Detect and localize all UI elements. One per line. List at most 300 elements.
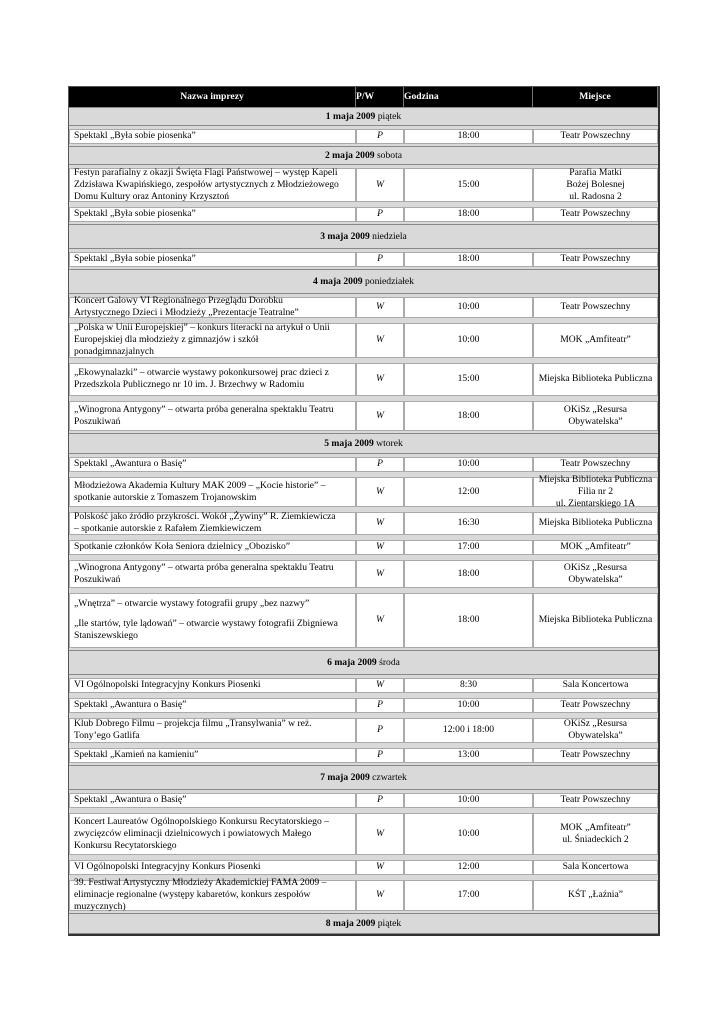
event-name [69, 129, 356, 144]
event-time-cell [404, 126, 533, 146]
event-name [69, 593, 356, 648]
event-place-line: OKiSz „Resursa Obywatelska” [563, 718, 628, 741]
event-name [69, 748, 356, 763]
day-weekday: poniedziałek [364, 275, 414, 287]
day-row [69, 650, 658, 675]
event-place-line: OKiSz „Resursa Obywatelska” [563, 561, 628, 585]
day-date: 6 maja 2009 [327, 656, 377, 668]
event-place-cell [533, 715, 658, 745]
event-place-line: Miejska Biblioteka Publiczna [538, 614, 653, 625]
event-row [69, 790, 658, 810]
event-name-cell [69, 320, 356, 360]
event-pw: P [356, 252, 404, 267]
event-row [69, 715, 658, 745]
event-pw: W [356, 560, 404, 588]
event-pw: W [356, 813, 404, 855]
event-name-line: Młodzieżowa Akademia Kultury MAK 2009 – „Kocie historie” – [74, 479, 326, 491]
event-pw: W [356, 540, 404, 555]
event-place-line: Bożej Bolesnej [566, 178, 625, 190]
event-place-line: KŚT „Łaźnia” [568, 889, 623, 900]
event-place [533, 207, 658, 222]
event-row [69, 557, 658, 590]
header-place: Miejsce [533, 87, 658, 107]
event-name-line: Spektakl „Była sobie piosenka” [74, 208, 196, 219]
event-place-cell [533, 509, 658, 537]
event-time-cell [404, 790, 533, 810]
event-name-line: Zdzisława Kwapińskiego, zespołów artystycznych z Młodzieżowego [74, 178, 339, 190]
event-name-line: Polskość jako źródło przykrości. Wokół „Żywiny” R. Ziemkiewicza [74, 511, 336, 522]
event-pw-cell [356, 320, 404, 360]
event-name-cell [69, 398, 356, 433]
event-name-cell [69, 454, 356, 474]
event-row [69, 857, 658, 877]
event-place-cell [533, 745, 658, 765]
event-row [69, 537, 658, 557]
event-row [69, 126, 658, 146]
event-name-line: „Polska w Unii Europejskiej” – konkurs literacki na artykuł o Unii [74, 322, 330, 333]
event-pw-cell [356, 715, 404, 745]
day-cell [69, 107, 658, 126]
event-pw-cell [356, 790, 404, 810]
event-row [69, 398, 658, 433]
event-name [69, 207, 356, 222]
header-event-name: Nazwa imprezy [69, 87, 356, 107]
event-pw: W [356, 168, 404, 202]
event-name-line: Staniszewskiego [74, 630, 138, 641]
event-name-cell [69, 474, 356, 509]
day-cell [69, 224, 658, 249]
event-name-line: 39. Festiwal Artystyczny Młodzieży Akademickiej FAMA 2009 – [74, 877, 327, 888]
event-place-cell [533, 695, 658, 715]
event-time-cell [404, 474, 533, 509]
event-place-line: Miejska Biblioteka Publiczna [538, 473, 653, 485]
event-name-line: spotkanie autorskie z Tomaszem Trojanowskim [74, 491, 257, 503]
event-pw: W [356, 512, 404, 535]
event-place [533, 363, 658, 396]
event-row [69, 249, 658, 269]
event-name-line: Domu Kultury oraz Antoniny Krzysztoń [74, 190, 230, 202]
event-place-cell [533, 398, 658, 433]
event-place [533, 698, 658, 713]
event-pw: W [356, 297, 404, 318]
event-time-cell [404, 675, 533, 695]
event-time-cell [404, 165, 533, 204]
day-date: 8 maja 2009 [325, 917, 376, 929]
event-name-line: Spektakl „Awantura o Basię” [74, 794, 187, 805]
event-name-line: ponadgimnazjalnych [74, 346, 154, 357]
event-time: 18:00 [404, 129, 533, 144]
event-time-cell [404, 360, 533, 398]
event-place [533, 297, 658, 318]
event-time: 12:00 i 18:00 [404, 718, 533, 743]
event-name-cell [69, 557, 356, 590]
event-pw-cell [356, 360, 404, 398]
event-pw-cell [356, 557, 404, 590]
event-time-cell [404, 590, 533, 650]
event-name [69, 698, 356, 713]
event-place [533, 560, 658, 588]
event-place-line: Teatr Powszechny [560, 253, 631, 264]
event-place [533, 252, 658, 267]
event-time-cell [404, 810, 533, 857]
event-row [69, 454, 658, 474]
event-name [69, 297, 356, 318]
event-pw: W [356, 363, 404, 396]
event-pw: W [356, 678, 404, 693]
event-name [69, 401, 356, 431]
event-time: 18:00 [404, 593, 533, 648]
event-time-cell [404, 537, 533, 557]
event-row [69, 474, 658, 509]
event-row [69, 165, 658, 204]
event-time-cell [404, 509, 533, 537]
event-place-line: Filia nr 2 [577, 485, 614, 497]
day-row [69, 269, 658, 294]
event-name-cell [69, 360, 356, 398]
event-place-line: Miejska Biblioteka Publiczna [538, 517, 653, 528]
event-name-cell [69, 537, 356, 557]
event-place-cell [533, 320, 658, 360]
header-pw: P/W [356, 87, 404, 107]
event-place [533, 718, 658, 743]
event-name [69, 323, 356, 358]
day-row [69, 913, 658, 934]
event-pw-cell [356, 126, 404, 146]
event-pw: P [356, 748, 404, 763]
event-time: 16:30 [404, 512, 533, 535]
event-time: 12:00 [404, 860, 533, 875]
day-cell [69, 913, 658, 934]
event-place-line: Teatr Powszechny [560, 749, 631, 760]
event-name [69, 718, 356, 743]
day-cell [69, 433, 658, 454]
event-place-line: MOK „Amfiteatr” [560, 541, 631, 552]
day-date: 5 maja 2009 [324, 437, 374, 449]
event-place [533, 813, 658, 855]
event-name-line: Spektakl „Awantura o Basię” [74, 458, 187, 469]
event-name-line: VI Ogólnopolski Integracyjny Konkurs Piosenki [74, 861, 261, 872]
event-name-cell [69, 810, 356, 857]
event-pw-cell [356, 454, 404, 474]
day-weekday: piątek [377, 110, 402, 122]
event-name-line: Poszukiwań [74, 415, 121, 427]
event-name-line: VI Ogólnopolski Integracyjny Konkurs Piosenki [74, 679, 261, 690]
event-time: 10:00 [404, 457, 533, 472]
event-name-line: Spektakl „Była sobie piosenka” [74, 130, 196, 141]
event-time-cell [404, 320, 533, 360]
event-time-cell [404, 249, 533, 269]
event-time: 15:00 [404, 363, 533, 396]
event-place-cell [533, 675, 658, 695]
event-time-cell [404, 877, 533, 913]
event-place-line: ul. Śniadeckich 2 [562, 833, 629, 845]
event-place-cell [533, 165, 658, 204]
event-row [69, 360, 658, 398]
event-pw-cell [356, 509, 404, 537]
event-place [533, 323, 658, 358]
event-pw-cell [356, 398, 404, 433]
event-time: 10:00 [404, 793, 533, 808]
event-pw-cell [356, 675, 404, 695]
day-cell [69, 650, 658, 675]
event-name-line: Spektakl „Była sobie piosenka” [74, 253, 196, 264]
schedule-table [68, 86, 660, 936]
event-name-line: „Winogrona Antygony” – otwarta próba generalna spektaklu Teatru [74, 403, 334, 415]
day-cell [69, 146, 658, 165]
event-pw-cell [356, 590, 404, 650]
event-pw: P [356, 457, 404, 472]
event-place-cell [533, 360, 658, 398]
event-place-line: Teatr Powszechny [560, 301, 631, 312]
event-name-line: Klub Dobrego Filmu – projekcja filmu „Transylwania” w reż. [74, 718, 312, 729]
event-time: 18:00 [404, 560, 533, 588]
event-place [533, 860, 658, 875]
event-name-line: Artystycznego Dzieci i Młodzieży „Prezentacje Teatralne” [74, 307, 299, 318]
event-name-cell [69, 857, 356, 877]
event-place-cell [533, 126, 658, 146]
event-place-line: Sala Koncertowa [562, 679, 629, 690]
event-name-line: Przedszkola Publicznego nr 10 im. J. Brzechwy w Radomiu [74, 379, 305, 390]
event-row [69, 509, 658, 537]
event-time: 10:00 [404, 698, 533, 713]
event-time: 15:00 [404, 168, 533, 202]
event-place-line: Teatr Powszechny [560, 208, 631, 219]
day-row [69, 433, 658, 454]
event-name [69, 813, 356, 855]
event-time-cell [404, 745, 533, 765]
event-time-cell [404, 715, 533, 745]
event-place [533, 129, 658, 144]
event-place-line: Parafia Matki [569, 166, 622, 178]
event-pw-cell [356, 857, 404, 877]
event-pw-cell [356, 810, 404, 857]
event-place [533, 880, 658, 911]
day-weekday: środa [379, 656, 400, 668]
event-name-line: eliminacje regionalne (występy kabaretów, konkurs zespołów [74, 889, 311, 900]
day-weekday: czwartek [372, 771, 407, 783]
event-time: 18:00 [404, 401, 533, 431]
event-time-cell [404, 204, 533, 224]
event-pw: W [356, 401, 404, 431]
event-place-line: MOK „Amfiteatr” [560, 821, 631, 833]
event-place-line: Teatr Powszechny [560, 130, 631, 141]
event-place-line: MOK „Amfiteatr” [560, 334, 631, 345]
event-name [69, 168, 356, 202]
day-cell [69, 765, 658, 790]
event-time-cell [404, 398, 533, 433]
event-time: 18:00 [404, 207, 533, 222]
event-pw: P [356, 793, 404, 808]
event-place-cell [533, 877, 658, 913]
event-place [533, 748, 658, 763]
event-place-line: Teatr Powszechny [560, 794, 631, 805]
event-time-cell [404, 695, 533, 715]
event-name [69, 860, 356, 875]
event-name-cell [69, 745, 356, 765]
event-pw: P [356, 129, 404, 144]
event-row [69, 810, 658, 857]
event-place-cell [533, 474, 658, 509]
event-place [533, 457, 658, 472]
event-time: 10:00 [404, 813, 533, 855]
event-name-cell [69, 695, 356, 715]
event-pw: W [356, 477, 404, 507]
event-pw-cell [356, 537, 404, 557]
day-weekday: niedziela [372, 230, 407, 242]
day-row [69, 765, 658, 790]
event-name-cell [69, 294, 356, 320]
event-time: 13:00 [404, 748, 533, 763]
event-name [69, 540, 356, 555]
event-time-cell [404, 454, 533, 474]
event-name-cell [69, 715, 356, 745]
event-name-cell [69, 249, 356, 269]
event-place-cell [533, 810, 658, 857]
event-row [69, 320, 658, 360]
event-place-line: Sala Koncertowa [562, 861, 629, 872]
event-name [69, 363, 356, 396]
event-name-cell [69, 204, 356, 224]
event-row [69, 204, 658, 224]
event-name-line: – spotkanie autorskie z Rafałem Ziemkiewiczem [74, 523, 262, 534]
event-place [533, 473, 658, 509]
event-place-line: Teatr Powszechny [560, 699, 631, 710]
event-pw: W [356, 860, 404, 875]
event-pw-cell [356, 294, 404, 320]
event-name-line: „Wnętrza” – otwarcie wystawy fotografii grupy „bez nazwy” [74, 598, 310, 609]
event-pw-cell [356, 474, 404, 509]
event-place [533, 540, 658, 555]
day-date: 4 maja 2009 [313, 275, 363, 287]
event-pw: P [356, 718, 404, 743]
event-place [533, 678, 658, 693]
event-name-line: Koncert Galowy VI Regionalnego Przeglądu Dorobku [74, 295, 283, 306]
day-weekday: sobota [376, 149, 403, 161]
event-row [69, 294, 658, 320]
event-name-line: „Ile startów, tyle lądowań” – otwarcie wystawy fotografii Zbigniewa [74, 618, 338, 629]
event-name-line: Festyn parafialny z okazji Święta Flagi Państwowej – występ Kapeli [74, 166, 338, 178]
event-place-line: OKiSz „Resursa Obywatelska” [563, 403, 628, 427]
event-name [69, 477, 356, 507]
event-name [69, 793, 356, 808]
day-cell [69, 269, 658, 294]
event-place-line: Miejska Biblioteka Publiczna [538, 373, 653, 384]
event-pw-cell [356, 204, 404, 224]
event-name-line: „Ekowynalazki” – otwarcie wystawy pokonkursowej prac dzieci z [74, 367, 329, 378]
event-pw: P [356, 207, 404, 222]
event-place-cell [533, 857, 658, 877]
event-pw: P [356, 698, 404, 713]
event-place [533, 593, 658, 648]
event-pw: W [356, 323, 404, 358]
event-name [69, 560, 356, 588]
event-place-cell [533, 454, 658, 474]
event-name-cell [69, 675, 356, 695]
event-pw-cell [356, 745, 404, 765]
day-date: 1 maja 2009 [325, 110, 376, 122]
event-pw-cell [356, 165, 404, 204]
event-row [69, 695, 658, 715]
event-place-cell [533, 537, 658, 557]
table-body [69, 107, 658, 934]
event-name-line: Spektakl „Awantura o Basię” [74, 699, 187, 710]
event-name-line: Poszukiwań [74, 573, 121, 585]
event-row [69, 675, 658, 695]
event-time: 10:00 [404, 297, 533, 318]
event-name-cell [69, 509, 356, 537]
day-date: 7 maja 2009 [320, 771, 370, 783]
event-time-cell [404, 294, 533, 320]
event-place-line: Teatr Powszechny [560, 458, 631, 469]
event-name-line: Europejskiej dla młodzieży z gimnazjów i szkół [74, 334, 259, 345]
event-place [533, 168, 658, 202]
event-name-cell [69, 877, 356, 913]
header-time: Godzina [404, 87, 533, 107]
event-place-cell [533, 590, 658, 650]
event-pw-cell [356, 249, 404, 269]
event-row [69, 590, 658, 650]
event-place-cell [533, 557, 658, 590]
event-place-cell [533, 294, 658, 320]
event-name-line: Koncert Laureatów Ogólnopolskiego Konkursu Recytatorskiego – [74, 815, 329, 827]
event-name-line: „Winogrona Antygony” – otwarta próba generalna spektaklu Teatru [74, 561, 334, 573]
event-name [69, 877, 356, 912]
event-time: 10:00 [404, 323, 533, 358]
event-place [533, 512, 658, 535]
day-row [69, 146, 658, 165]
event-place-cell [533, 249, 658, 269]
event-place-line: ul. Zientarskiego 1A [555, 497, 636, 509]
event-place-cell [533, 204, 658, 224]
event-time: 17:00 [404, 540, 533, 555]
event-name-line: Spektakl „Kamień na kamieniu” [74, 749, 199, 760]
event-pw: W [356, 593, 404, 648]
event-name-cell [69, 790, 356, 810]
event-time: 17:00 [404, 880, 533, 911]
day-weekday: wtorek [376, 437, 403, 449]
event-place [533, 401, 658, 431]
event-name-line: Konkursu Recytatorskiego [74, 839, 177, 851]
event-row [69, 745, 658, 765]
event-time-cell [404, 857, 533, 877]
event-name-cell [69, 590, 356, 650]
event-name-line: Spotkanie członków Koła Seniora dzielnicy „Obozisko” [74, 541, 291, 552]
day-row [69, 107, 658, 126]
event-name-cell [69, 165, 356, 204]
event-time-cell [404, 557, 533, 590]
day-row [69, 224, 658, 249]
event-name [69, 252, 356, 267]
event-place [533, 793, 658, 808]
event-name-line: Tony’ego Gatlifa [74, 730, 140, 741]
event-name-cell [69, 126, 356, 146]
table-header [69, 87, 658, 107]
event-pw-cell [356, 695, 404, 715]
event-time: 12:00 [404, 477, 533, 507]
event-name [69, 678, 356, 693]
event-row [69, 877, 658, 913]
day-weekday: piątek [377, 917, 402, 929]
event-name [69, 512, 356, 535]
event-place-line: ul. Radosna 2 [569, 190, 622, 202]
event-name [69, 457, 356, 472]
day-date: 2 maja 2009 [324, 149, 375, 161]
event-time: 18:00 [404, 252, 533, 267]
event-name-line: zwycięzców eliminacji dzielnicowych i powiatowych Małego [74, 827, 312, 839]
event-time: 8:30 [404, 678, 533, 693]
event-pw-cell [356, 877, 404, 913]
event-place-cell [533, 790, 658, 810]
